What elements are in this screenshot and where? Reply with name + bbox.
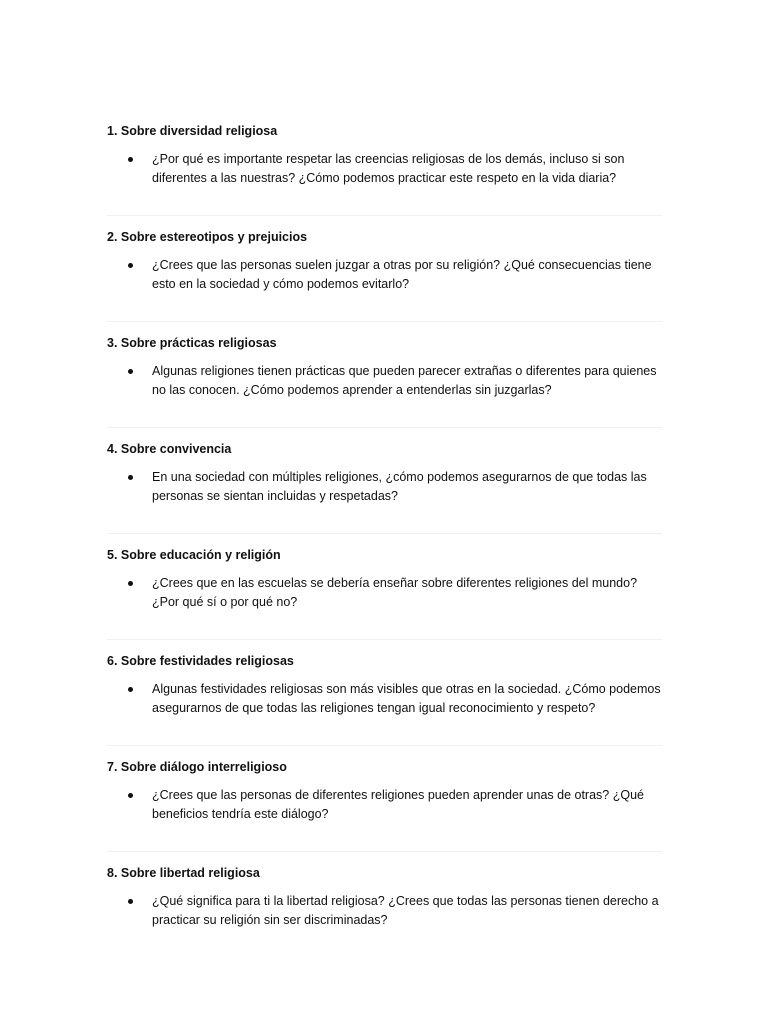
bullet-item	[107, 362, 662, 400]
section-divider	[107, 321, 662, 322]
section-practicas-religiosas	[107, 332, 662, 438]
section-diversidad-religiosa	[107, 120, 662, 226]
bullet-text: ¿Crees que en las escuelas se debería enseñar sobre diferentes religiones del mundo? ¿Por qué sí o por qué no?	[152, 576, 638, 609]
bullet-item	[107, 680, 662, 718]
section-heading: 4. Sobre convivencia	[107, 442, 232, 456]
section-divider	[107, 533, 662, 534]
bullet-icon	[128, 157, 133, 162]
section-festividades-religiosas	[107, 650, 662, 756]
bullet-text: En una sociedad con múltiples religiones, ¿cómo podemos asegurarnos de que todas las personas se sientan incluidas y respetadas?	[152, 470, 647, 503]
section-divider	[107, 427, 662, 428]
bullet-icon	[128, 687, 133, 692]
bullet-item	[107, 150, 662, 188]
bullet-icon	[128, 793, 133, 798]
bullet-item	[107, 786, 662, 824]
section-educacion-religion	[107, 544, 662, 650]
section-dialogo-interreligioso	[107, 756, 662, 862]
bullet-text: ¿Qué significa para ti la libertad religiosa? ¿Crees que todas las personas tienen derecho a practicar su religión sin ser discriminadas?	[152, 894, 659, 927]
section-heading: 8. Sobre libertad religiosa	[107, 866, 260, 880]
section-convivencia	[107, 438, 662, 544]
bullet-icon	[128, 369, 133, 374]
section-heading: 6. Sobre festividades religiosas	[107, 654, 294, 668]
bullet-text: Algunas religiones tienen prácticas que pueden parecer extrañas o diferentes para quienes no las conocen. ¿Cómo podemos aprender a entenderlas sin juzgarlas?	[152, 364, 657, 397]
bullet-icon	[128, 581, 133, 586]
bullet-icon	[128, 263, 133, 268]
section-heading: 7. Sobre diálogo interreligioso	[107, 760, 287, 774]
bullet-item	[107, 892, 662, 930]
section-heading: 1. Sobre diversidad religiosa	[107, 124, 278, 138]
bullet-item	[107, 256, 662, 294]
section-divider	[107, 851, 662, 852]
section-divider	[107, 215, 662, 216]
section-estereotipos-prejuicios	[107, 226, 662, 332]
section-heading: 3. Sobre prácticas religiosas	[107, 336, 277, 350]
section-libertad-religiosa	[107, 862, 662, 968]
bullet-item	[107, 468, 662, 506]
bullet-icon	[128, 475, 133, 480]
bullet-text: Algunas festividades religiosas son más visibles que otras en la sociedad. ¿Cómo podemos asegurarnos de que todas las religiones tengan igual reconocimiento y respeto?	[152, 682, 661, 715]
section-divider	[107, 745, 662, 746]
bullet-text: ¿Crees que las personas de diferentes religiones pueden aprender unas de otras? ¿Qué beneficios tendría este diálogo?	[152, 788, 644, 821]
bullet-icon	[128, 899, 133, 904]
bullet-text: ¿Crees que las personas suelen juzgar a otras por su religión? ¿Qué consecuencias tiene esto en la sociedad y cómo podemos evitarlo?	[152, 258, 652, 291]
section-divider	[107, 639, 662, 640]
bullet-text: ¿Por qué es importante respetar las creencias religiosas de los demás, incluso si son diferentes a las nuestras? ¿Cómo podemos practicar este respeto en la vida diaria?	[152, 152, 625, 185]
section-heading: 5. Sobre educación y religión	[107, 548, 281, 562]
document-page	[107, 120, 662, 968]
bullet-item	[107, 574, 662, 612]
section-heading: 2. Sobre estereotipos y prejuicios	[107, 230, 308, 244]
